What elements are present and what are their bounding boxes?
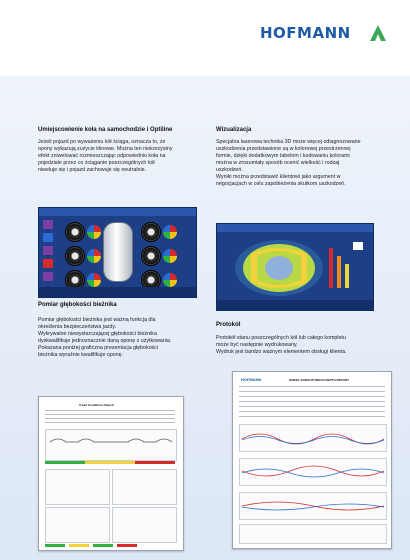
divider — [45, 418, 175, 419]
divider — [239, 386, 385, 387]
divider — [239, 401, 385, 402]
divider — [239, 391, 385, 392]
text-visualization — [216, 139, 391, 188]
divider — [239, 406, 385, 407]
car-top-view-icon — [103, 222, 133, 282]
text-line: Pokazana poniżej graficzna prezentacja głębokości — [38, 345, 159, 351]
header-bar — [0, 0, 410, 76]
gauge-icon — [87, 273, 101, 287]
status-strip — [135, 461, 175, 464]
status-strip — [85, 461, 135, 464]
status-strip — [45, 544, 65, 547]
divider — [45, 414, 175, 415]
text-line: uszkodzenia przedstawione są w kolorowej przestrzennej — [216, 146, 351, 152]
text-line: określenia bezpieczeństwa jazdy. — [38, 324, 117, 330]
text-line: Protokół stanu poszczególnych kół lub całego kompletu — [216, 335, 346, 341]
divider — [45, 422, 175, 423]
runout-graph-panel — [239, 524, 387, 544]
runout-graph — [242, 427, 384, 449]
text-line: można w zrozumiały sposób ocenić wielkość i rodzaj — [216, 160, 340, 166]
wheel-icon — [65, 246, 85, 266]
tread-profile-panel — [45, 429, 177, 461]
text-line: opony wykazują zużycie klinowe. Można ten niekorzystny — [38, 146, 173, 152]
tread-profile-panel — [45, 507, 110, 543]
heading-wheel-runout: Umiejscowienie koła na samochodzie i Optiline — [38, 127, 173, 133]
runout-graph-panel — [239, 424, 387, 452]
text-wheel-runout — [38, 139, 208, 174]
text-line: Wydruk jest bardzo ważnym elementem obsługi klienta. — [216, 349, 347, 355]
heading-tread-depth: Pomiar głębokości bieżnika — [38, 302, 117, 308]
status-strip — [69, 544, 89, 547]
text-line: Wyniki można przedstawić klientowi jako argument w — [216, 174, 341, 180]
text-line: bieżnika wyraźnie kwalifikuje oponę. — [38, 352, 124, 358]
tire-3d-screenshot — [216, 223, 374, 311]
divider — [239, 416, 385, 417]
gauge-icon — [163, 225, 177, 239]
heading-visualization: Wizualizacja — [216, 127, 252, 133]
wheel-icon — [141, 222, 161, 242]
tread-profile-panel — [112, 469, 177, 505]
screen-toolbar — [39, 208, 196, 216]
wheel-icon — [65, 222, 85, 242]
runout-graph-panel — [239, 492, 387, 520]
side-menu-icons — [43, 220, 53, 284]
runout-protocol-report — [232, 371, 392, 549]
text-line: formie, dzięki dodatkowym tabelom i kodowaniu kolorami — [216, 153, 350, 159]
logo-mark-icon — [368, 23, 388, 43]
report-title: Tread Conditions Report — [79, 403, 115, 407]
text-protocol — [216, 335, 391, 356]
text-line: może być następnie wydrukowany. — [216, 342, 298, 348]
tread-profile-graph — [48, 432, 174, 458]
text-line: uszkodzeń. — [216, 167, 243, 173]
heading-protocol: Protokół — [216, 322, 241, 328]
screen-status-bar — [217, 300, 373, 310]
logo-text: HOFMANN — [260, 24, 351, 42]
text-line: Wykrywalne niewystarczającej głębokości bieżnika — [38, 331, 157, 337]
status-strip — [45, 461, 85, 464]
text-line: Jeżeli pojazd po wyważeniu kół ściąga, oznacza to, że — [38, 139, 166, 145]
divider — [239, 396, 385, 397]
wheel-icon — [141, 246, 161, 266]
status-strip — [117, 544, 137, 547]
status-strip — [93, 544, 113, 547]
tire-3d-visualization — [221, 234, 369, 300]
tread-profile-panel — [45, 469, 110, 505]
text-line: negocjacjach w celu zapobieżenia skutkom uszkodzeń. — [216, 181, 346, 187]
text-line: Specjalna laserowa technika 3D może więcej-zdiagnozowane — [216, 139, 361, 145]
text-line: dyskwalifikuje jednoznacznie daną oponę z użytkowania. — [38, 338, 172, 344]
gauge-icon — [163, 273, 177, 287]
divider — [45, 410, 175, 411]
screen-toolbar — [217, 224, 373, 232]
text-line: pojedziale przez co ściąganie poszczególnych kół — [38, 160, 155, 166]
runout-graph — [242, 495, 384, 517]
runout-graph — [242, 461, 384, 483]
tread-conditions-report — [38, 396, 184, 551]
tread-profile-panel — [112, 507, 177, 543]
text-line: efekt zniwelować rozmieszczając odpowiednio koła na — [38, 153, 166, 159]
text-tread-depth — [38, 317, 208, 359]
runout-graph-panel — [239, 458, 387, 486]
wheel-position-screenshot — [38, 207, 197, 298]
hofmann-logo — [256, 20, 390, 50]
gauge-icon — [87, 225, 101, 239]
screen-status-bar — [39, 287, 196, 297]
gauge-icon — [87, 249, 101, 263]
report-title: WHEEL RUNOUT/TREAD DEPTH REPORT — [289, 378, 349, 382]
report-logo: HOFMANN — [241, 377, 262, 382]
text-line: niweluje się i pojazd zachowuje się neutralnie. — [38, 167, 147, 173]
divider — [239, 411, 385, 412]
gauge-icon — [163, 249, 177, 263]
text-line: Pomiar głębokości bieżnika jest ważną funkcją dla — [38, 317, 156, 323]
